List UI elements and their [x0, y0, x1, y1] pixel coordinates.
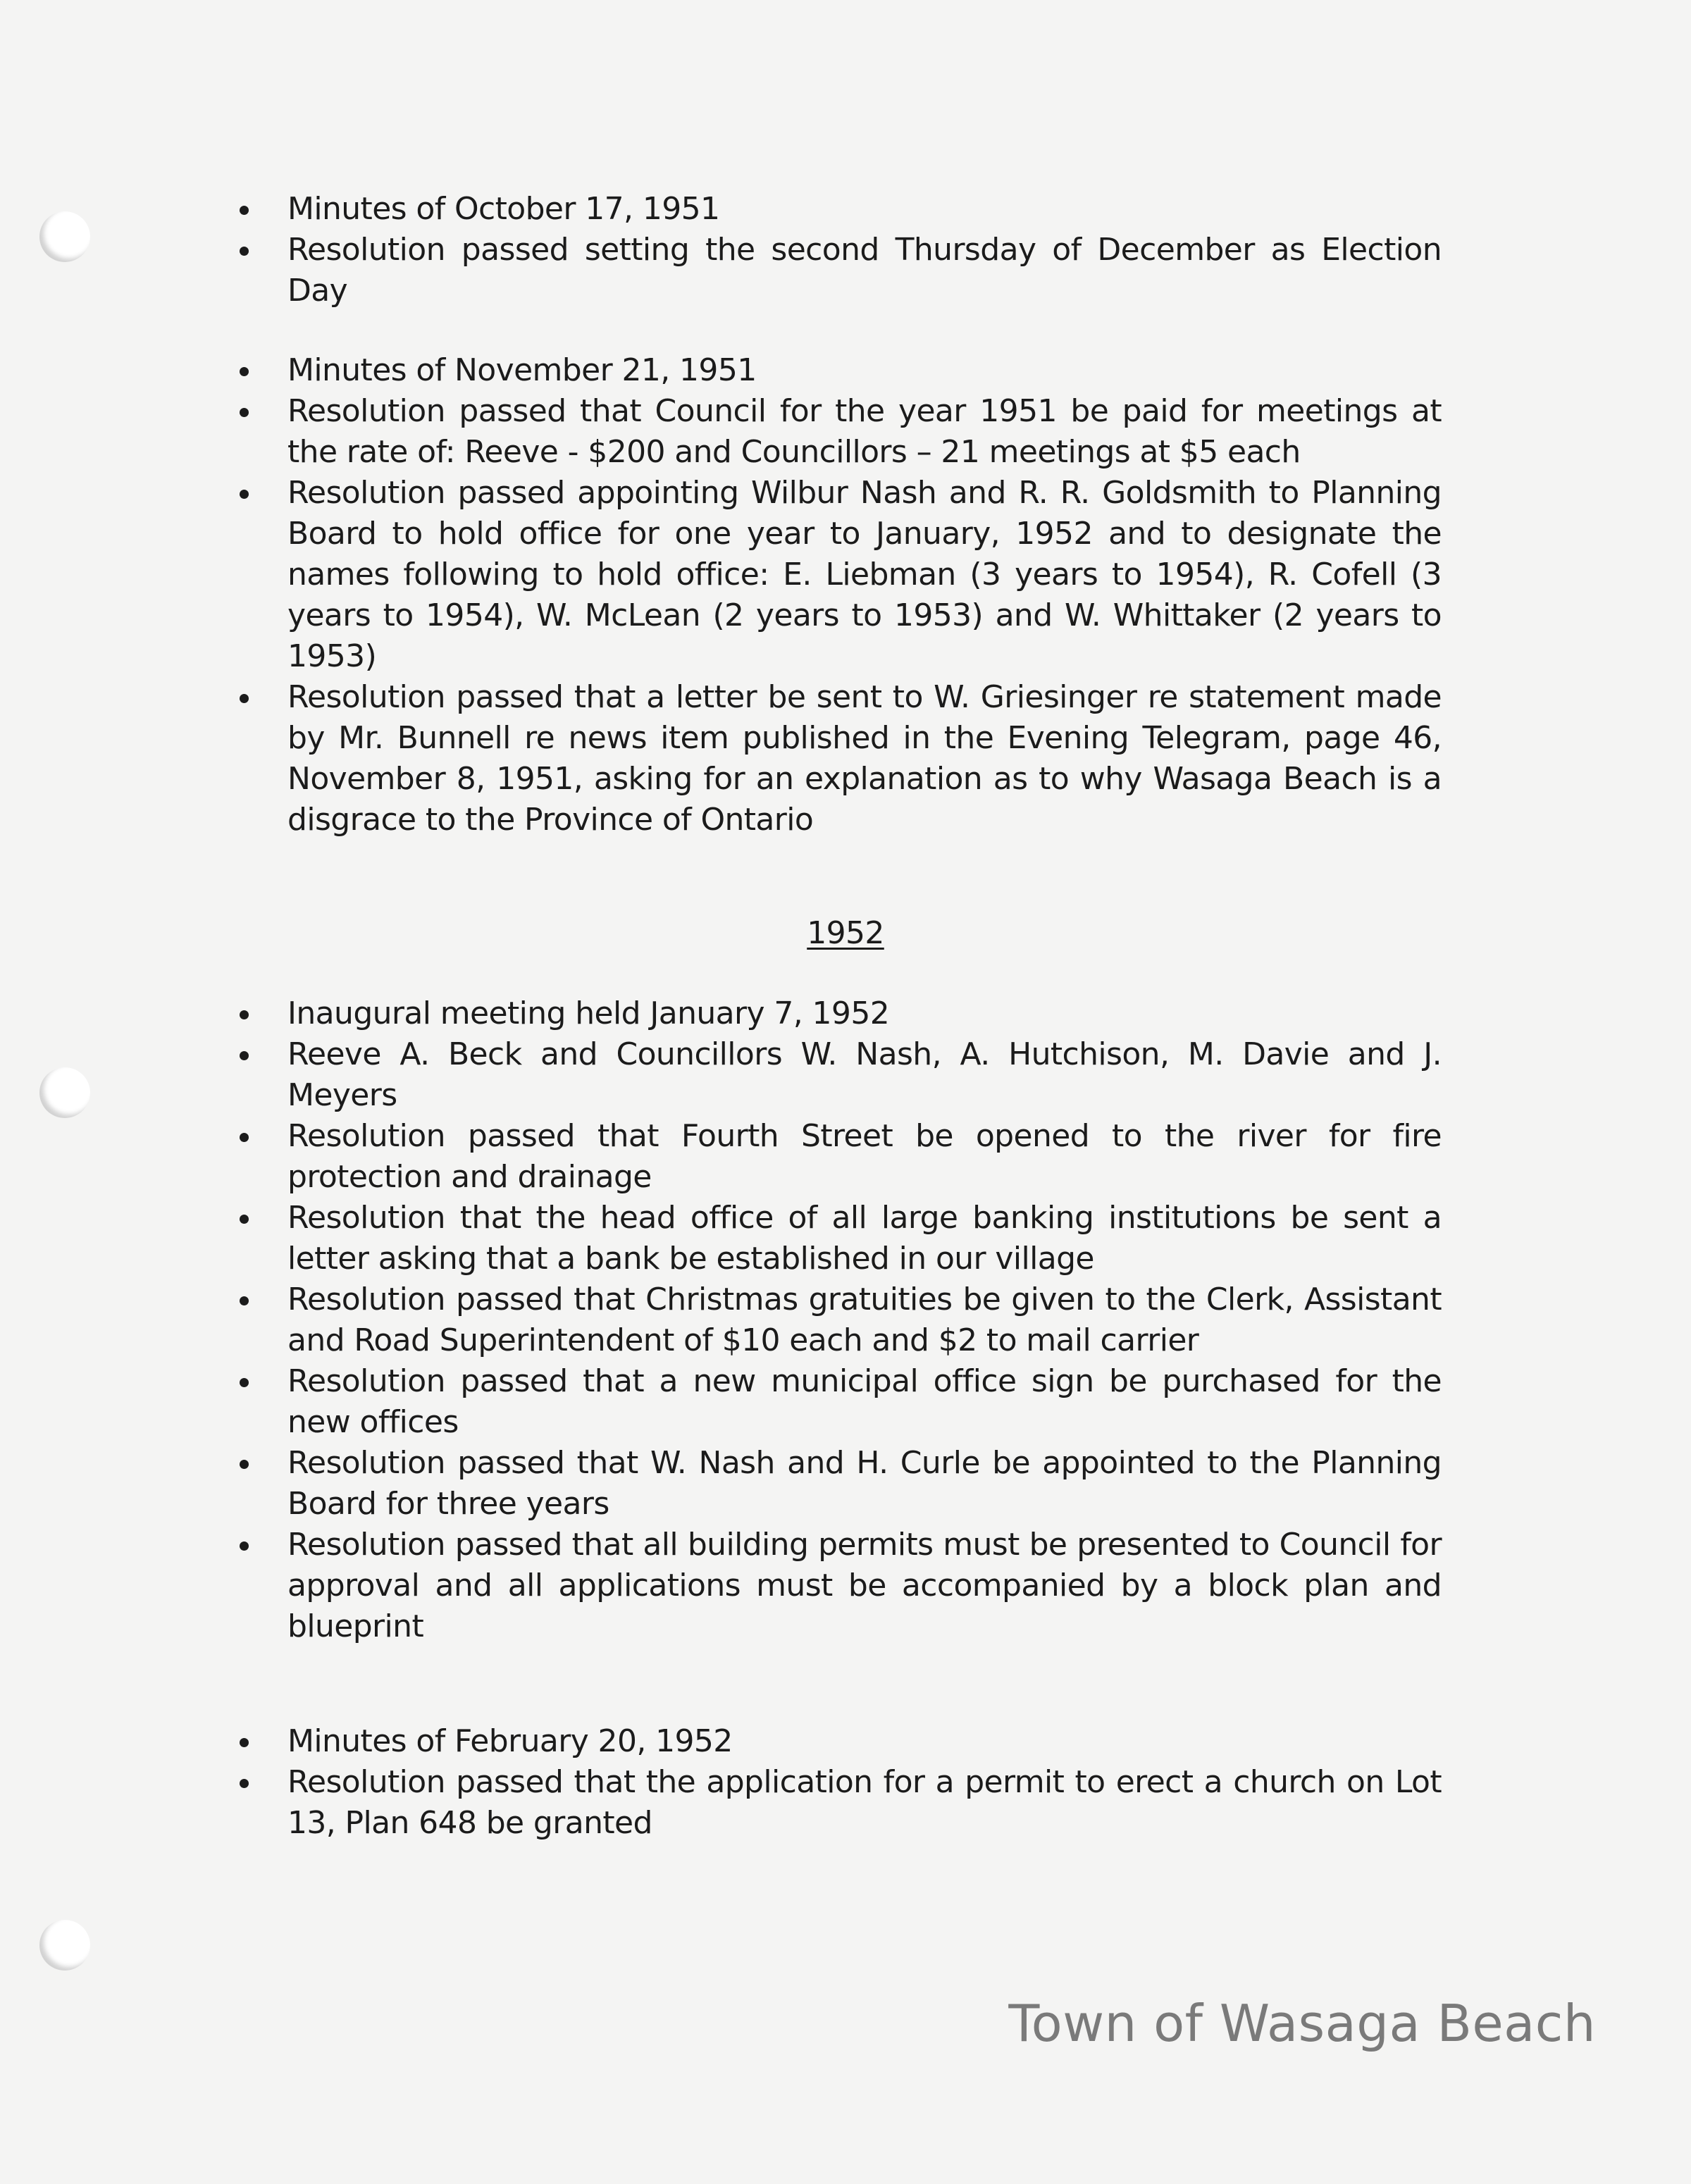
list-item: Resolution passed that a new municipal office sign be purchased for the new offices	[237, 1361, 1442, 1443]
list-item: Resolution passed that Council for the year 1951 be paid for meetings at the rate of: Reeve - $200 and Councillors – 21 meetings at $5 each	[237, 391, 1442, 473]
list-item: Resolution passed that all building permits must be presented to Council for approval and all applications must be accompanied by a block plan and blueprint	[237, 1525, 1442, 1647]
binder-punch-hole	[39, 211, 90, 262]
year-heading-text: 1952	[807, 915, 884, 951]
list-item: Resolution passed that a letter be sent to W. Griesinger re statement made by Mr. Bunnell re news item published in the Evening Telegram, page 46, November 8, 1951, asking for an explanation as to why Wasaga Beach is a disgrace to the Province of Ontario	[237, 677, 1442, 840]
list-item: Resolution passed setting the second Thursday of December as Election Day	[237, 230, 1442, 311]
list-item: Minutes of February 20, 1952	[237, 1721, 1442, 1762]
bullet-list	[237, 1721, 1442, 1844]
list-item: Resolution passed that the application for a permit to erect a church on Lot 13, Plan 648 be granted	[237, 1762, 1442, 1844]
list-item: Resolution passed that W. Nash and H. Curle be appointed to the Planning Board for three years	[237, 1443, 1442, 1525]
list-item: Resolution that the head office of all large banking institutions be sent a letter asking that a bank be established in our village	[237, 1198, 1442, 1279]
list-item: Resolution passed that Fourth Street be opened to the river for fire protection and drainage	[237, 1116, 1442, 1198]
list-item: Resolution passed appointing Wilbur Nash and R. R. Goldsmith to Planning Board to hold office for one year to January, 1952 and to designate the names following to hold office: E. Liebman (3 years to 1954), R. Cofell (3 years to 1954), W. McLean (2 years to 1953) and W. Whittaker (2 years to 1953)	[237, 473, 1442, 677]
binder-punch-hole	[39, 1920, 90, 1971]
year-heading	[0, 913, 1691, 954]
minutes-section-feb-1952	[237, 1721, 1442, 1844]
list-item: Minutes of November 21, 1951	[237, 350, 1442, 391]
minutes-section-nov-1951	[237, 350, 1442, 840]
bullet-list	[237, 189, 1442, 311]
bullet-list	[237, 993, 1442, 1647]
list-item: Minutes of October 17, 1951	[237, 189, 1442, 230]
list-item: Resolution passed that Christmas gratuities be given to the Clerk, Assistant and Road Superintendent of $10 each and $2 to mail carrier	[237, 1279, 1442, 1361]
list-item: Reeve A. Beck and Councillors W. Nash, A. Hutchison, M. Davie and J. Meyers	[237, 1034, 1442, 1116]
minutes-section-jan-1952	[237, 993, 1442, 1647]
town-watermark: Town of Wasaga Beach	[1008, 1994, 1596, 2053]
list-item: Inaugural meeting held January 7, 1952	[237, 993, 1442, 1034]
bullet-list	[237, 350, 1442, 840]
minutes-section-oct-1951	[237, 189, 1442, 311]
binder-punch-hole	[39, 1067, 90, 1118]
